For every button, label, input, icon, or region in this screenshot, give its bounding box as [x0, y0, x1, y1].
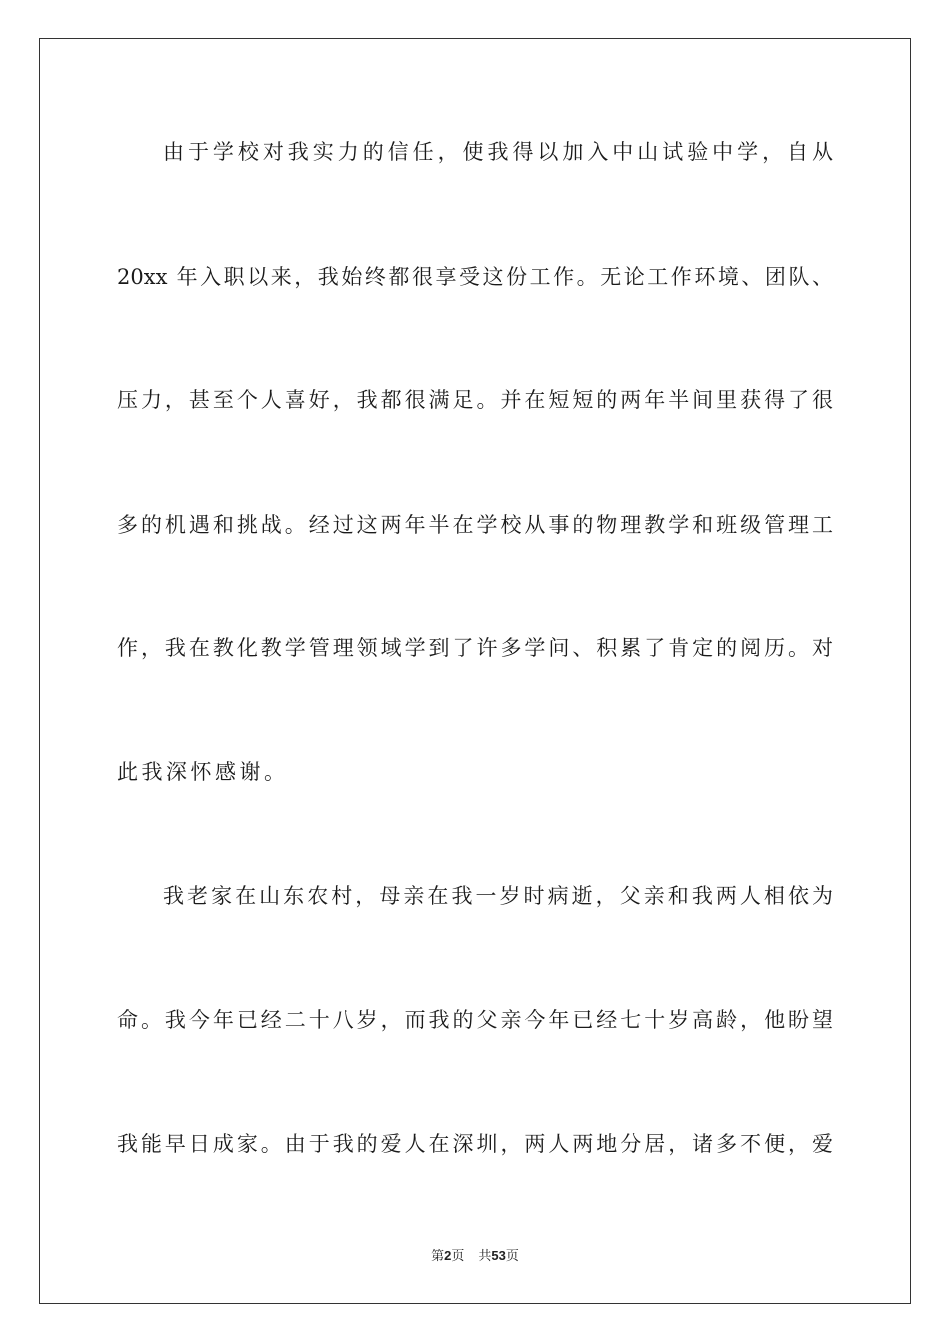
total-label-suffix: 页 — [505, 1249, 519, 1264]
paragraph-2-line-1: 我老家在山东农村，母亲在我一岁时病逝，父亲和我两人相依为 — [163, 884, 833, 908]
page-footer — [0, 1247, 950, 1266]
paragraph-2-line-3: 我能早日成家。由于我的爱人在深圳，两人两地分居，诸多不便，爱 — [117, 1132, 833, 1156]
paragraph-1-line-6: 此我深怀感谢。 — [117, 760, 289, 784]
paragraph-1-line-4: 多的机遇和挑战。经过这两年半在学校从事的物理教学和班级管理工 — [117, 513, 833, 537]
paragraph-1-line-5: 作，我在教化教学管理领域学到了许多学问、积累了肯定的阅历。对 — [117, 636, 833, 660]
page-label-suffix: 页 — [451, 1249, 465, 1264]
page-label-prefix: 第 — [431, 1249, 445, 1264]
paragraph-1-line-3: 压力，甚至个人喜好，我都很满足。并在短短的两年半间里获得了很 — [117, 388, 833, 412]
page-border — [39, 38, 911, 1304]
paragraph-2-line-2: 命。我今年已经二十八岁，而我的父亲今年已经七十岁高龄，他盼望 — [117, 1008, 833, 1032]
paragraph-1-line-2: 20xx 年入职以来，我始终都很享受这份工作。无论工作环境、团队、 — [117, 265, 833, 289]
paragraph-1-line-1: 由于学校对我实力的信任，使我得以加入中山试验中学，自从 — [163, 140, 833, 164]
total-label-prefix: 共 — [478, 1249, 492, 1264]
page-number: 2 — [444, 1248, 452, 1263]
total-pages: 53 — [491, 1248, 506, 1263]
